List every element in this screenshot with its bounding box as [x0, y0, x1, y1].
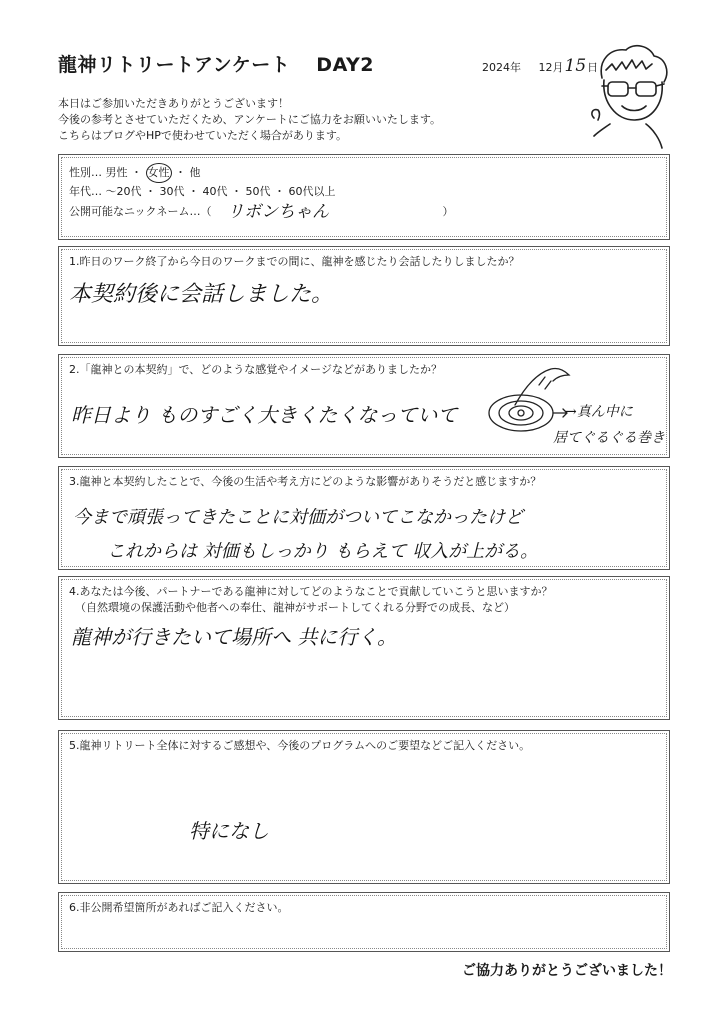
question-4-subtext: （自然環境の保護活動や他者への奉仕、龍神がサポートしてくれる分野での成長、など）: [75, 601, 515, 614]
day-label: DAY2: [316, 54, 374, 76]
question-2-note-2[interactable]: 居てぐるぐる巻き: [553, 430, 665, 446]
question-3-box: [58, 466, 670, 570]
question-2-note-1[interactable]: →真ん中に: [565, 404, 633, 420]
title-text: 龍神リトリートアンケート: [58, 54, 291, 76]
date-month: 12月: [538, 61, 564, 74]
question-3-text: 3.龍神と本契約したことで、今後の生活や考え方にどのような影響がありそうだと感じますか？: [69, 475, 542, 488]
question-3-answer-line-2[interactable]: これからは 対価もしっかり もらえて 収入が上がる。: [107, 541, 539, 562]
date: [482, 56, 598, 76]
question-2-answer[interactable]: 昨日より ものすごく大きくたくなっていて: [71, 403, 458, 427]
question-4-answer[interactable]: 龍神が行きたいて場所へ 共に行く。: [71, 625, 397, 649]
intro-text: [58, 96, 441, 144]
intro-line-1: 本日はご参加いただきありがとうございます！: [58, 97, 289, 110]
question-1-text: 1.昨日のワーク終了から今日のワークまでの間に、龍神を感じたり会話したりしましたか？: [69, 255, 520, 268]
gender-label: 性別… 男性 ・: [69, 166, 142, 179]
question-2-text: 2.「龍神との本契約」で、どのような感覚やイメージなどがありましたか？: [69, 363, 442, 376]
thanks-footer: ご協力ありがとうございました！: [462, 963, 672, 979]
question-4-text: 4.あなたは今後、パートナーである龍神に対してどのようなことで貢献していこうと思いますか？: [69, 585, 553, 598]
question-1-answer[interactable]: 本契約後に会話しました。: [69, 282, 334, 307]
question-6-box: [58, 892, 670, 952]
survey-title: [58, 50, 374, 77]
nickname-value[interactable]: リボンちゃん: [226, 202, 329, 222]
question-1-box: [58, 246, 670, 346]
question-3-answer-line-1[interactable]: 今まで頑張ってきたことに対価がついてこなかったけど: [73, 507, 523, 528]
nickname-close: ）: [442, 205, 454, 218]
profile-fields: [69, 163, 453, 221]
question-4-box: [58, 576, 670, 720]
age-row: 年代… ～20代 ・ 30代 ・ 40代 ・ 50代 ・ 60代以上: [69, 185, 336, 198]
gender-row: [69, 163, 453, 183]
question-5-text: 5.龍神リトリート全体に対するご感想や、今後のプログラムへのご要望などご記入ください。: [69, 739, 531, 752]
question-5-answer[interactable]: 特になし: [189, 819, 269, 843]
question-6-text: 6.非公開希望箇所があればご記入ください。: [69, 901, 289, 914]
gender-other: ・ 他: [175, 166, 201, 179]
intro-line-3: こちらはブログやHPで使わせていただく場合があります。: [58, 129, 348, 142]
question-2-box: [58, 354, 670, 458]
nickname-label: 公開可能なニックネーム…（: [69, 205, 212, 218]
date-year: 2024年: [482, 61, 521, 74]
date-day-suffix: 日: [587, 61, 599, 74]
gender-selected-female[interactable]: 女性: [146, 163, 172, 183]
date-day-handwritten: 15: [564, 56, 587, 76]
question-5-box: [58, 730, 670, 884]
intro-line-2: 今後の参考とさせていただくため、アンケートにご協力をお願いいたします。: [58, 113, 442, 126]
mascot-illustration: [588, 40, 678, 150]
profile-box: [58, 154, 670, 240]
nickname-row: [69, 201, 453, 221]
